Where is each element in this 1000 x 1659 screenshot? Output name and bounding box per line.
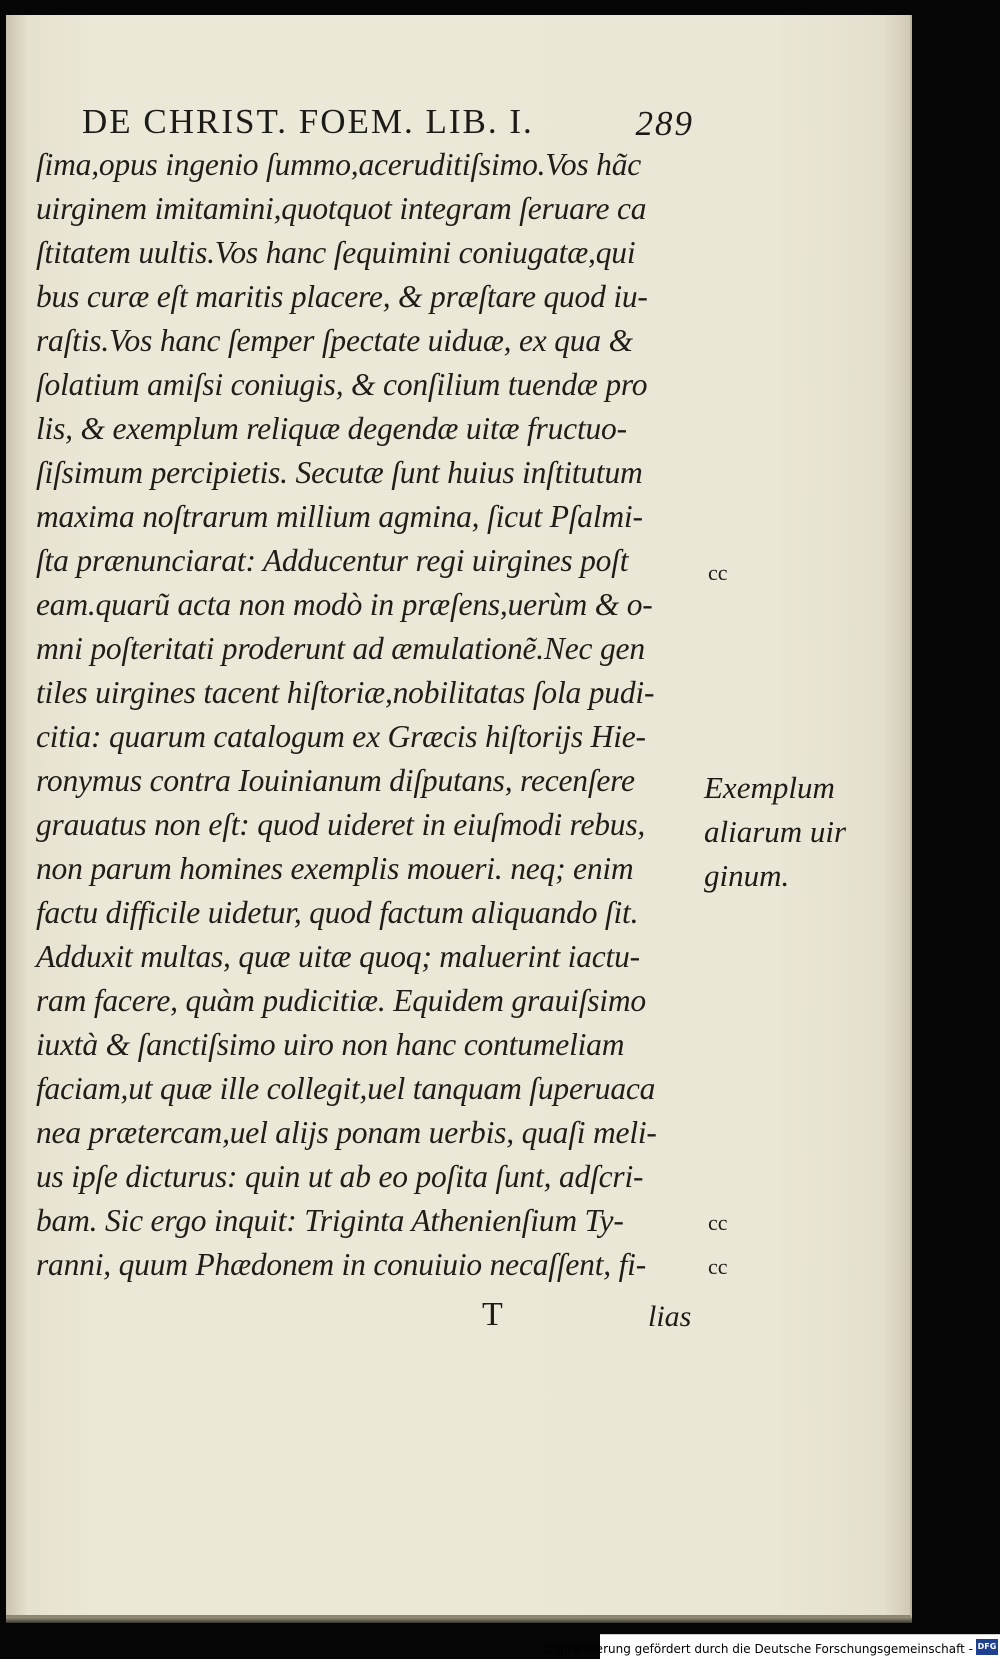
text-line: ram facere, quàm pudicitiæ. Equidem grauiſsimo: [36, 983, 646, 1018]
text-line: us ipſe dicturus: quin ut ab eo poſita ſunt, adſcri-: [36, 1159, 644, 1194]
margin-quote-mark: cc: [708, 1254, 728, 1279]
text-line: faciam,ut quæ ille collegit,uel tanquam ſuperuaca: [36, 1071, 656, 1106]
credit-text: Digitalisierung gefördert durch die Deutsche Forschungsgemeinschaft -: [543, 1642, 973, 1656]
text-line: ſima,opus ingenio ſummo,aceruditiſsimo.Vos hãc: [36, 147, 642, 182]
margin-quote-mark: cc: [708, 560, 728, 585]
margin-note-line: aliarum uir: [704, 814, 847, 849]
text-line: ſtitatem uultis.Vos hanc ſequimini coniugatæ,qui: [36, 235, 636, 270]
text-line: ronymus contra Iouinianum diſputans, recenſere: [36, 763, 635, 798]
text-line: ſta prænunciarat: Adducentur regi uirgines poſt: [36, 543, 629, 578]
text-line: ranni, quum Phædonem in conuiuio necaſſent, fi-: [36, 1247, 647, 1282]
catchword: lias: [648, 1300, 692, 1333]
text-line: maxima noſtrarum millium agmina, ſicut Pſalmi-: [36, 499, 643, 534]
signature-mark: T: [482, 1296, 503, 1333]
text-line: lis, & exemplum reliquæ degendæ uitæ fructuo-: [36, 411, 627, 446]
text-line: grauatus non eſt: quod uideret in eiuſmodi rebus,: [36, 807, 646, 842]
text-line: factu difficile uidetur, quod factum aliquando ſit.: [36, 895, 639, 930]
text-line: raſtis.Vos hanc ſemper ſpectate uiduæ, ex qua &: [36, 323, 633, 358]
margin-note-line: Exemplum: [704, 770, 835, 805]
page-number: 289: [635, 104, 694, 143]
text-line: bam. Sic ergo inquit: Triginta Athenienſium Ty-: [36, 1203, 624, 1238]
running-header: [82, 98, 694, 148]
text-line: citia: quarum catalogum ex Græcis hiſtorijs Hie-: [36, 719, 646, 754]
text-line: non parum homines exemplis moueri. neq; enim: [36, 851, 634, 886]
text-line: tiles uirgines tacent hiſtoriæ,nobilitatas ſola pudi-: [36, 675, 655, 710]
text-line: eam.quarũ acta non modò in præſens,uerùm & o-: [36, 587, 653, 622]
margin-quote-mark: cc: [708, 1210, 728, 1235]
text-line: iuxtà & ſanctiſsimo uiro non hanc contumeliam: [36, 1027, 625, 1062]
dfg-logo: DFG: [976, 1639, 998, 1655]
text-line: ſolatium amiſsi coniugis, & conſilium tuendæ pro: [36, 367, 648, 402]
text-line: ſiſsimum percipietis. Secutæ ſunt huius inſtitutum: [36, 455, 643, 490]
text-line: Adduxit multas, quæ uitæ quoq; maluerint iactu-: [36, 939, 640, 974]
page-edge: [6, 1617, 912, 1623]
text-line: bus curæ eſt maritis placere, & præſtare quod iu-: [36, 279, 648, 314]
text-line: nea prætercam,uel alijs ponam uerbis, quaſi meli-: [36, 1115, 657, 1150]
margin-note-line: ginum.: [704, 858, 790, 893]
running-head-title: DE CHRIST. FOEM. LIB. I.: [82, 102, 534, 141]
text-line: mni poſteritati proderunt ad æmulationẽ.Nec gen: [36, 631, 645, 666]
text-line: uirginem imitamini,quotquot integram ſeruare ca: [36, 191, 647, 226]
